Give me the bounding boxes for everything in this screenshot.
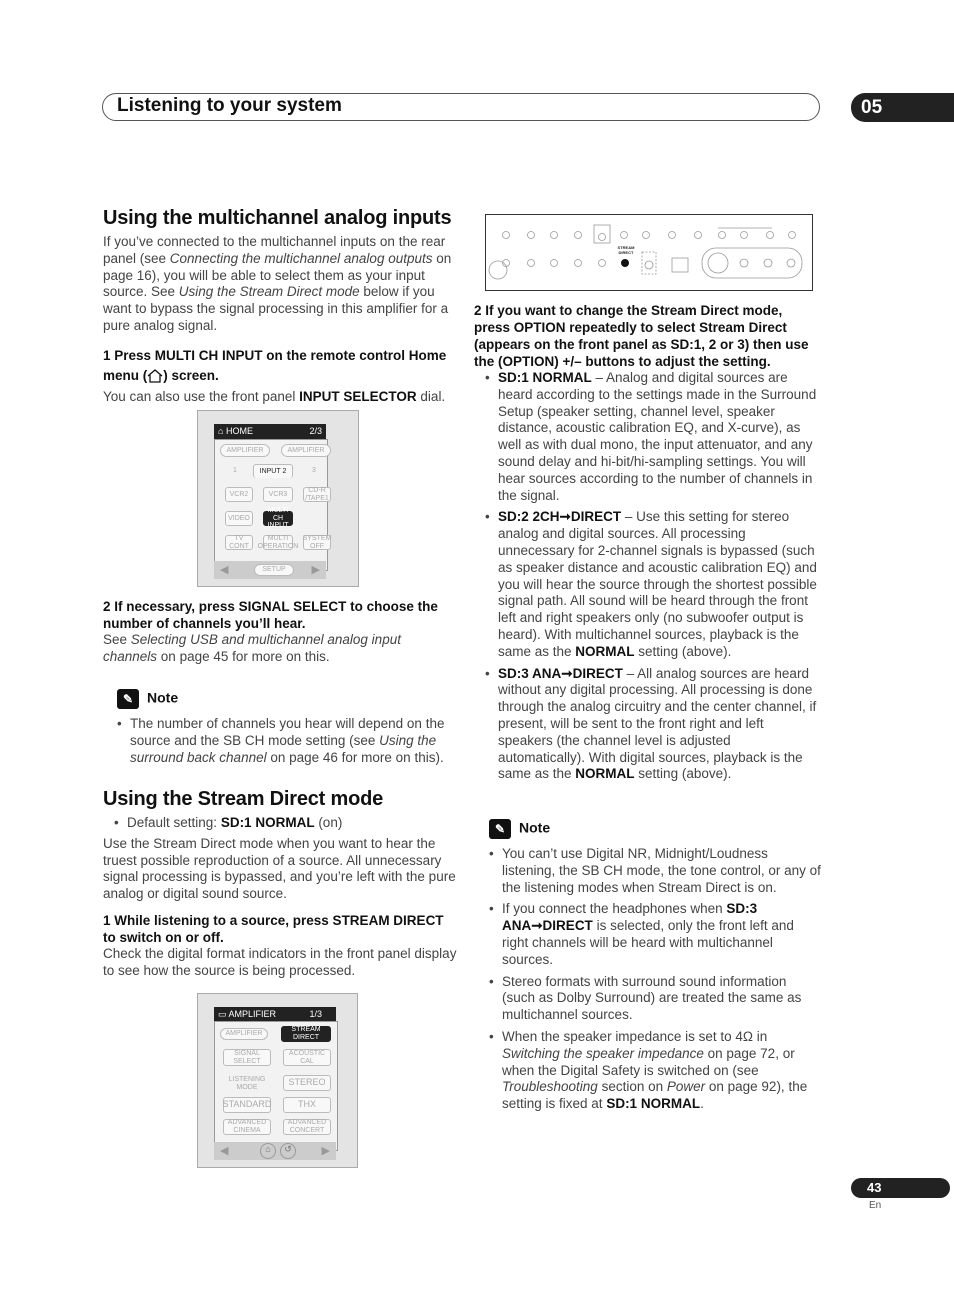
remote-tab-1: 1 bbox=[233, 467, 237, 475]
default-setting-item: • Default setting: SD:1 NORMAL (on) bbox=[114, 815, 458, 832]
remote-screen-2 bbox=[214, 1021, 338, 1151]
remote-home-menu-image bbox=[197, 410, 359, 587]
note-label: Note bbox=[147, 689, 179, 706]
note-item: • When the speaker impedance is set to 4Ω in Switching the speaker impedance on page 72, or when the Digital Safety is switched on (see Troubleshooting section on Power on page 92), the setting is fixed at SD:1 NORMAL. bbox=[489, 1029, 821, 1113]
chapter-number: 05 bbox=[851, 93, 954, 122]
stream-step-1: 1 While listening to a source, press STREAM DIRECT to switch on or off. bbox=[103, 912, 444, 945]
stream-section bbox=[103, 788, 458, 980]
front-panel-drawing bbox=[486, 215, 812, 290]
sd3-direct-item: • SD:3 ANA➞DIRECT – All analog sources are heard without any digital processing. All processing is done through the analog circuitry and the center channel, if present, will be sent to the front right and left speakers (the channel level is adjusted automatically). With digital sources, playback is the same as the NORMAL setting (above). bbox=[485, 666, 820, 784]
remote-title-bar-2: ▭ AMPLIFIER 1/3 bbox=[214, 1007, 336, 1021]
remote-home-icon: ⌂ bbox=[218, 426, 224, 436]
remote-screen bbox=[214, 439, 332, 571]
remote-advanced-cinema-button: ADVANCED CINEMA bbox=[223, 1119, 271, 1135]
stream-direct-heading: Using the Stream Direct mode bbox=[103, 788, 384, 810]
stream-direct-panel-label: STREAM DIRECT bbox=[617, 245, 635, 255]
page-number: 43 bbox=[851, 1178, 950, 1198]
sd2-direct-item: • SD:2 2CH➞DIRECT – Use this setting for stereo analog and digital sources. All processing unnecessary for 2-channel signals is bypassed (such as speaker distance and acoustic calibration EQ) and you will hear the source through the shortest possible signal path. All sound will be heard through the front left and right speakers only (no subwoofer output is heard). With multichannel sources, playback is the same as the NORMAL setting (above). bbox=[485, 509, 820, 660]
note-label: Note bbox=[519, 819, 551, 836]
remote-left-arrow-icon: ◀ bbox=[220, 564, 229, 576]
note-item: • Stereo formats with surround sound information (such as Dolby Surround) are treated the same as multichannel sources. bbox=[489, 974, 821, 1024]
remote-bottom-bar-2 bbox=[214, 1142, 336, 1160]
remote-acoustic-cal-button: ACOUSTIC CAL bbox=[283, 1049, 331, 1066]
note-item: • The number of channels you hear will depend on the source and the SB CH mode setting (see Using the surround back channel on page 46 for more on this). bbox=[117, 716, 457, 766]
left-column-mid bbox=[103, 598, 458, 666]
remote-stream-direct-button: STREAM DIRECT bbox=[281, 1026, 331, 1042]
multichannel-step-2: 2 If necessary, press SIGNAL SELECT to choose the number of channels you’ll hear. bbox=[103, 599, 438, 631]
multichannel-heading: Using the multichannel analog inputs bbox=[103, 207, 452, 229]
home-icon bbox=[147, 369, 163, 389]
note-item: • You can’t use Digital NR, Midnight/Loudness listening, the SB CH mode, the tone control, or any of the listening modes when Stream Direct is on. bbox=[489, 846, 821, 896]
note-item: • If you connect the headphones when SD:3 ANA➞DIRECT is selected, only the front left and right channels will be heard with multichannel sources. bbox=[489, 901, 821, 968]
remote-thx-button: THX bbox=[283, 1097, 331, 1113]
remote-advanced-concert-button: ADVANCED CONCERT bbox=[283, 1119, 331, 1135]
multichannel-intro: If you’ve connected to the multichannel inputs on the rear panel (see Connecting the multichannel analog outputs on page 16), you will be able to select them as your input source. See Using the Stream Direct mode below if you want to bypass the signal processing in this amplifier for a pure analog signal. bbox=[103, 234, 452, 333]
stream-note bbox=[489, 819, 821, 1113]
remote-listening-mode-label: LISTENING MODE bbox=[228, 1075, 266, 1091]
remote-multi-operation-button: MULTI OPERATION bbox=[257, 534, 299, 550]
note-pencil-icon: ✎ bbox=[117, 689, 139, 709]
remote-title-bar: ⌂ HOME 2/3 bbox=[214, 424, 326, 439]
sd1-normal-item: • SD:1 NORMAL – Analog and digital sources are heard according to the settings made in the Surround Setup (speaker setting, channel level, speaker distance, acoustic calibration EQ, and X-curve), as well as with dual mono, the input attenuator, and any sound delay and hi-bit/hi-sampling settings. You will hear sources according to the number of channels in the signal. bbox=[485, 370, 820, 504]
multichannel-step-2-body: See Selecting USB and multichannel analog input channels on page 45 for more on this. bbox=[103, 632, 401, 664]
multichannel-step-1-body: You can also use the front panel INPUT SELECTOR dial. bbox=[103, 388, 446, 404]
remote-vcr3-button: VCR3 bbox=[263, 487, 293, 502]
remote-amplifier-button-2: AMPLIFIER bbox=[281, 444, 331, 457]
left-column bbox=[103, 207, 458, 406]
stream-step-2: 2 If you want to change the Stream Direct mode, press OPTION repeatedly to select Stream Direct (appears on the front panel as SD:1, 2 or 3) then use the (OPTION) +/– buttons to adjust the setting. bbox=[474, 303, 809, 369]
remote-return-icon: ↺ bbox=[280, 1143, 296, 1159]
remote-tab-3: 3 bbox=[312, 467, 316, 475]
remote-video-button: VIDEO bbox=[225, 511, 253, 526]
section-title: Listening to your system bbox=[117, 95, 342, 116]
remote-standard-button: STANDARD bbox=[223, 1097, 271, 1113]
remote-amplifier-button-3: AMPLIFIER bbox=[220, 1028, 268, 1040]
front-panel-image bbox=[485, 214, 813, 291]
remote-cdr-button: CD-R /TAPE1 bbox=[303, 487, 331, 502]
remote-amplifier-button: AMPLIFIER bbox=[220, 444, 270, 457]
remote-amplifier-menu-image bbox=[197, 993, 358, 1168]
remote-setup-button: SETUP bbox=[254, 564, 294, 576]
remote-input-tab: INPUT 2 bbox=[253, 464, 293, 478]
remote-bottom-bar bbox=[214, 561, 326, 579]
stream-direct-body: Use the Stream Direct mode when you want to hear the truest possible reproduction of a source. All unnecessary signal processing is bypassed, and you’re left with the pure analog or digital sound source. bbox=[103, 835, 456, 902]
remote-stereo-button: STEREO bbox=[283, 1075, 331, 1091]
right-column bbox=[474, 302, 820, 783]
remote-tv-cont-button: TV CONT bbox=[225, 535, 253, 550]
remote-signal-select-button: SIGNAL SELECT bbox=[223, 1049, 271, 1066]
remote-amp-icon: ▭ bbox=[218, 1009, 227, 1019]
language-label: En bbox=[869, 1200, 882, 1211]
multichannel-note bbox=[117, 689, 457, 766]
stream-step-1-body: Check the digital format indicators in the front panel display to see how the source is being processed. bbox=[103, 945, 457, 978]
remote-home-round-icon: ⌂ bbox=[260, 1143, 276, 1159]
remote-left-arrow-icon: ◀ bbox=[220, 1145, 229, 1157]
remote-system-off-button: SYSTEM OFF bbox=[302, 534, 332, 550]
remote-right-arrow-icon: ▶ bbox=[321, 1145, 330, 1157]
remote-right-arrow-icon: ▶ bbox=[311, 564, 320, 576]
multichannel-step-1: 1 Press MULTI CH INPUT on the remote control Home menu ( ) screen. bbox=[103, 346, 458, 389]
remote-vcr2-button: VCR2 bbox=[225, 487, 253, 502]
note-pencil-icon: ✎ bbox=[489, 819, 511, 839]
remote-multi-ch-input-button: MULTI CH INPUT bbox=[263, 511, 293, 526]
